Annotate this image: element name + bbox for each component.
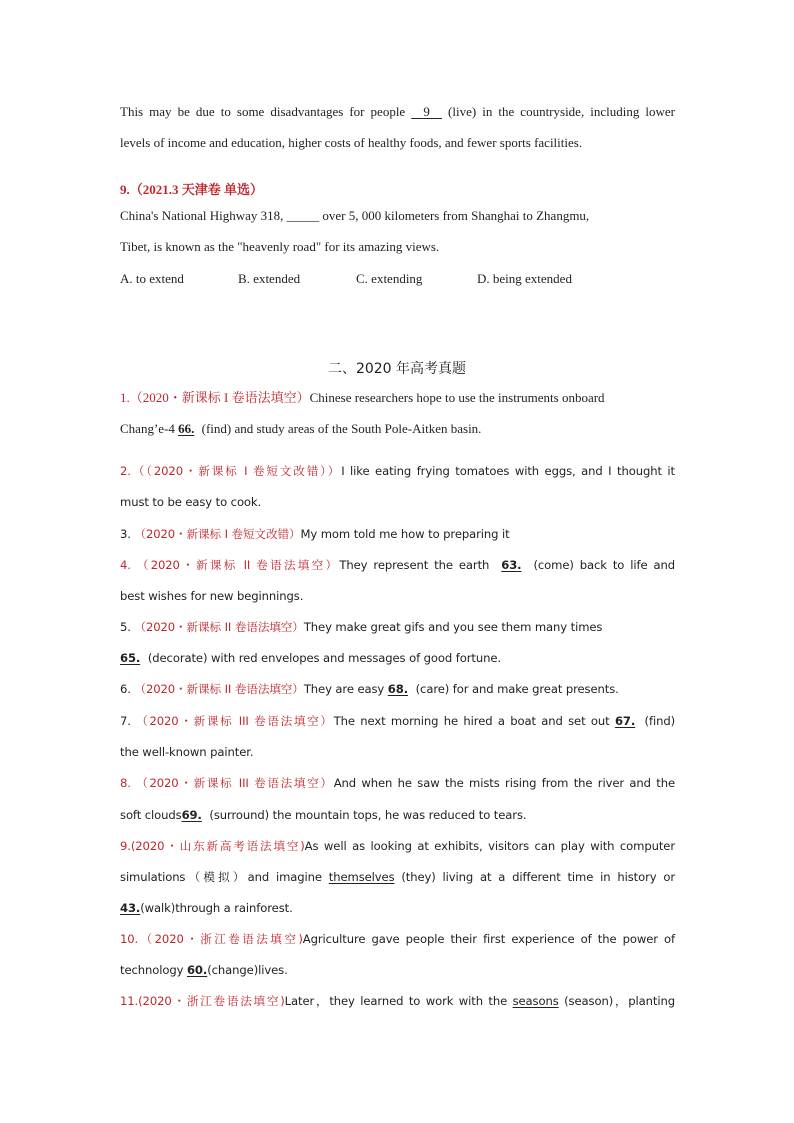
question-heading: 9.（2021.3 天津卷 单选） xyxy=(120,182,264,197)
item-text: (find) xyxy=(639,714,675,728)
section-title: 二、2020 年高考真题 xyxy=(327,361,467,377)
item-source: （2020・新课标 I 卷短文改错） xyxy=(134,527,301,541)
item-9-line-3 xyxy=(120,900,675,916)
item-text: (surround) the mountain tops, he was reduced to tears. xyxy=(205,808,527,822)
blank-number: 65. xyxy=(120,651,141,665)
option-c: C. extending xyxy=(356,271,423,286)
intro-text: This may be due to some disadvantages for people xyxy=(120,104,412,119)
item-1-line-2 xyxy=(120,421,675,437)
item-text: (decorate) with red envelopes and messages of good fortune. xyxy=(144,651,501,665)
item-text: (walk)through a rainforest. xyxy=(140,901,293,915)
item-text: (come) back to life and xyxy=(527,558,675,572)
item-text: (find) and study areas of the South Pole-Aitken basin. xyxy=(198,421,482,436)
item-source: 11.(2020・浙江卷语法填空) xyxy=(120,994,285,1008)
item-text: And when he saw the mists rising from the river and the xyxy=(333,776,675,790)
item-4-line-1 xyxy=(120,557,675,573)
question-line-1: China's National Highway 318, _____ over 5, 000 kilometers from Shanghai to Zhangmu, xyxy=(120,208,590,223)
item-text: My mom told me how to preparing it xyxy=(300,527,510,541)
item-number: 7. xyxy=(120,714,137,728)
answer-options xyxy=(120,271,675,287)
answer-blank-9 xyxy=(411,104,442,119)
item-6-line-1 xyxy=(120,681,675,697)
item-text: Chang’e-4 xyxy=(120,421,179,436)
item-10-line-1 xyxy=(120,931,675,947)
item-text: (care) for and make great presents. xyxy=(412,682,619,696)
blank-number: 9 xyxy=(423,104,430,119)
item-text: Agriculture gave people their first experience of the power of xyxy=(302,932,675,946)
item-source: 1.（2020・新课标 I 卷语法填空） xyxy=(120,390,310,405)
item-11-line-1 xyxy=(120,993,675,1009)
item-text: technology xyxy=(120,963,187,977)
item-text: They are easy xyxy=(303,682,388,696)
option-b: B. extended xyxy=(238,271,301,286)
intro-line-2: levels of income and education, higher costs of healthy foods, and fewer sports facilities. xyxy=(120,135,583,150)
item-text: soft clouds xyxy=(120,808,182,822)
item-text: Later，they learned to work with the xyxy=(284,994,513,1008)
item-9-line-2 xyxy=(120,869,675,885)
item-number: 5. xyxy=(120,620,135,634)
item-source: 4. （2020・新课标 II 卷语法填空） xyxy=(120,558,340,572)
blank-number: 66. xyxy=(178,421,195,436)
blank-number: 68. xyxy=(387,682,409,696)
item-7-line-1 xyxy=(120,713,675,729)
item-text: As well as looking at exhibits, visitors can play with computer xyxy=(304,839,675,853)
item-1-line-1 xyxy=(120,390,675,406)
item-8-line-1 xyxy=(120,775,675,791)
item-5-line-2 xyxy=(120,650,675,666)
blank-number: 67. xyxy=(614,714,636,728)
item-source: （2020・新课标 II 卷语法填空） xyxy=(134,620,304,634)
item-text: simulations（模拟）and imagine xyxy=(120,870,329,884)
item-3-line-1 xyxy=(120,526,675,542)
item-text: They make great gifs and you see them many times xyxy=(303,620,603,634)
item-text: I like eating frying tomatoes with eggs, and I thought it xyxy=(341,464,675,478)
question-line-2: Tibet, is known as the "heavenly road" for its amazing views. xyxy=(120,239,440,254)
answer-blank-seasons: seasons xyxy=(512,994,559,1008)
item-number: 3. xyxy=(120,527,135,541)
item-2-line-2: must to be easy to cook. xyxy=(120,495,262,509)
item-source: （2020・新课标 III 卷语法填空） xyxy=(136,714,334,728)
option-d: D. being extended xyxy=(477,271,572,286)
item-source: 10.（2020・浙江卷语法填空) xyxy=(120,932,303,946)
blank-number: 69. xyxy=(181,808,202,822)
item-5-line-1 xyxy=(120,619,675,635)
intro-line-1 xyxy=(120,104,675,120)
item-2-line-1 xyxy=(120,463,675,479)
item-7-line-2: the well-known painter. xyxy=(120,745,254,759)
blank-number: 63. xyxy=(501,558,522,572)
item-text: They represent the earth xyxy=(339,558,496,572)
item-text: (they) living at a different time in history or xyxy=(394,870,675,884)
item-8-line-2 xyxy=(120,807,675,823)
item-text: Chinese researchers hope to use the instruments onboard xyxy=(309,390,605,405)
item-text: (change)lives. xyxy=(207,963,288,977)
item-source: 9.(2020・山东新高考语法填空) xyxy=(120,839,305,853)
item-number: 6. xyxy=(120,682,135,696)
answer-blank-themselves: themselves xyxy=(328,870,395,884)
item-10-line-2 xyxy=(120,962,675,978)
item-4-line-2: best wishes for new beginnings. xyxy=(120,589,304,603)
blank-number: 60. xyxy=(186,963,208,977)
item-text: (season)，planting xyxy=(558,994,676,1008)
blank-number: 43. xyxy=(120,901,141,915)
item-source: 8. （2020・新课标 III 卷语法填空） xyxy=(120,776,334,790)
item-source: （2020・新课标 II 卷语法填空） xyxy=(134,682,304,696)
item-9-line-1 xyxy=(120,838,675,854)
item-source: 2.（（2020・新课标 I 卷短文改错）） xyxy=(120,464,342,478)
item-text: The next morning he hired a boat and set out xyxy=(333,714,615,728)
option-a: A. to extend xyxy=(120,271,184,286)
intro-text: (live) in the countryside, including lower xyxy=(441,104,676,119)
